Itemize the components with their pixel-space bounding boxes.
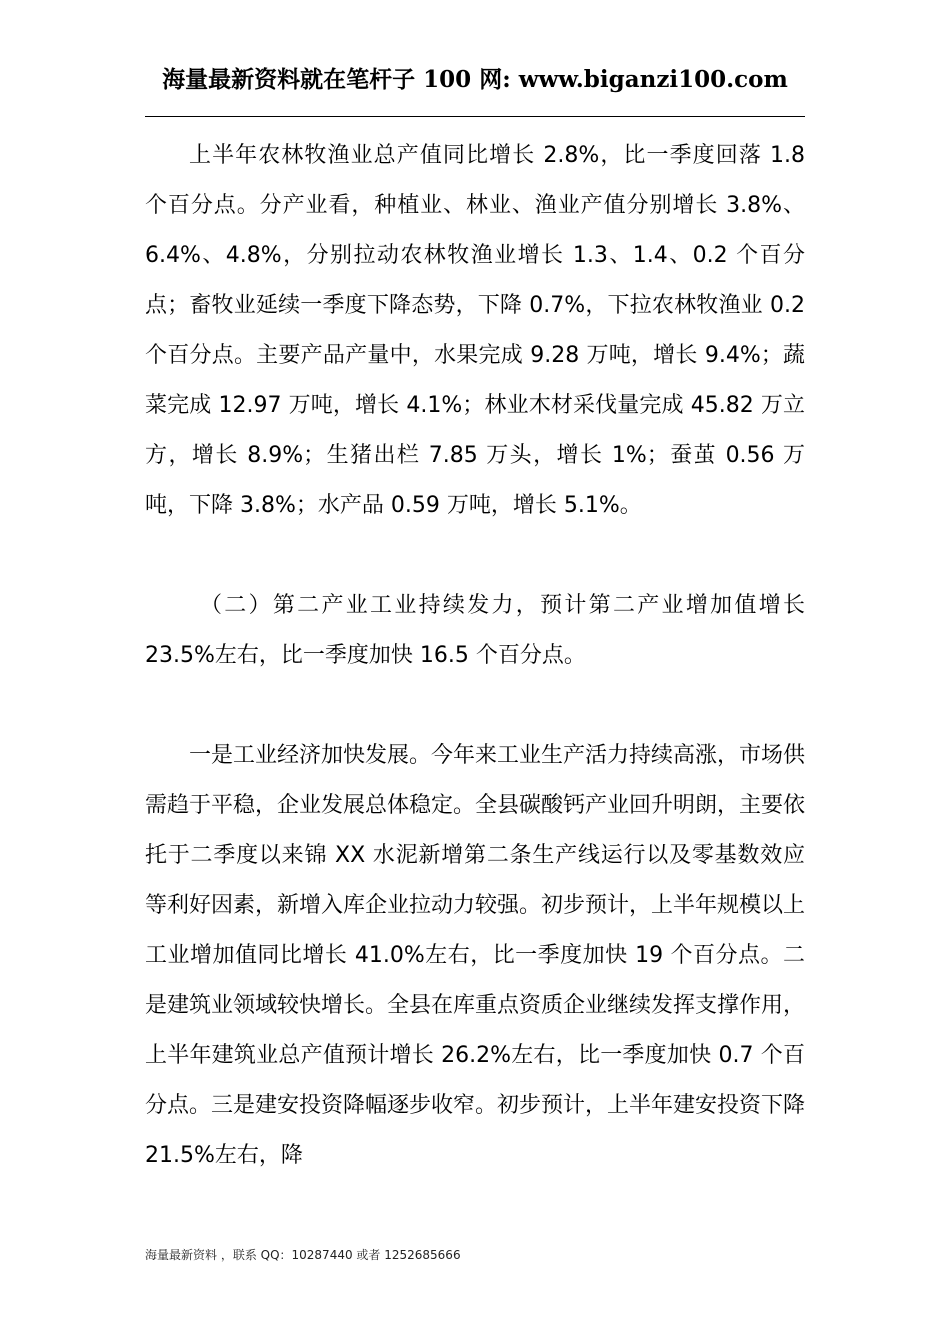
- header-rule: [145, 116, 805, 117]
- page-footer: 海量最新资料 ，联系 QQ：10287440 或者 1252685666: [145, 1248, 461, 1262]
- document-body: [145, 131, 805, 1181]
- paragraph-industry-details: 一是工业经济加快发展。今年来工业生产活力持续高涨，市场供需趋于平稳，企业发展总体稳定。全县碳酸钙产业回升明朗，主要依托于二季度以来锦 XX 水泥新增第二条生产线运行以及零基数效应等利好因素，新增入库企业拉动力较强。初步预计，上半年规模以上工业增加值同比增长 41.0%左右，比一季度加快 19 个百分点。二是建筑业领域较快增长。全县在库重点资质企业继续发挥支撑作用，上半年建筑业总产值预计增长 26.2%左右，比一季度加快 0.7 个百分点。三是建安投资降幅逐步收窄。初步预计，上半年建安投资下降 21.5%左右，降: [145, 743, 806, 1168]
- paragraph-secondary-industry-heading: （二）第二产业工业持续发力，预计第二产业增加值增长 23.5%左右，比一季度加快 16.5 个百分点。: [145, 593, 805, 668]
- page-header: 海量最新资料就在笔杆子 100 网: www.biganzi100.com: [162, 66, 788, 93]
- paragraph-agriculture: 上半年农林牧渔业总产值同比增长 2.8%，比一季度回落 1.8 个百分点。分产业看，种植业、林业、渔业产值分别增长 3.8%、6.4%、4.8%，分别拉动农林牧渔业增长 1.3、1.4、0.2 个百分点；畜牧业延续一季度下降态势，下降 0.7%，下拉农林牧渔业 0.2 个百分点。主要产品产量中，水果完成 9.28 万吨，增长 9.4%；蔬菜完成 12.97 万吨，增长 4.1%；林业木材采伐量完成 45.82 万立方，增长 8.9%；生猪出栏 7.85 万头，增长 1%；蚕茧 0.56 万吨，下降 3.8%；水产品 0.59 万吨，增长 5.1%。: [145, 143, 805, 518]
